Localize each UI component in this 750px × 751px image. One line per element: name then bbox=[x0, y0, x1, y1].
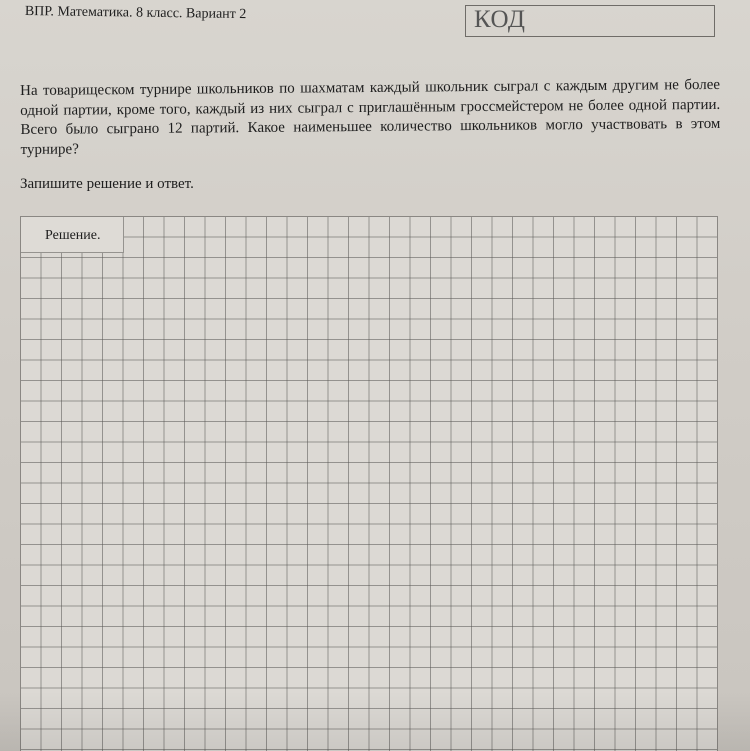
task-text: На товарищеском турнире школьников по шахматам каждый школьник сыграл с каждым другим не более одной партии, кроме того, каждый из них сыграл с приглашённым гроссмейстером не более одной партии. Всего было сыграно 12 партий. Какое наименьшее количество школьников могло участвовать в этом турнире? bbox=[20, 76, 721, 158]
page-header-title: ВПР. Математика. 8 класс. Вариант 2 bbox=[24, 4, 247, 23]
code-field[interactable] bbox=[465, 5, 715, 37]
solution-label-box bbox=[21, 217, 124, 253]
task-instruction: Запишите решение и ответ. bbox=[20, 176, 194, 192]
solution-label: Решение. bbox=[45, 228, 101, 243]
code-label: КОД bbox=[474, 6, 526, 33]
solution-grid[interactable] bbox=[20, 216, 718, 751]
